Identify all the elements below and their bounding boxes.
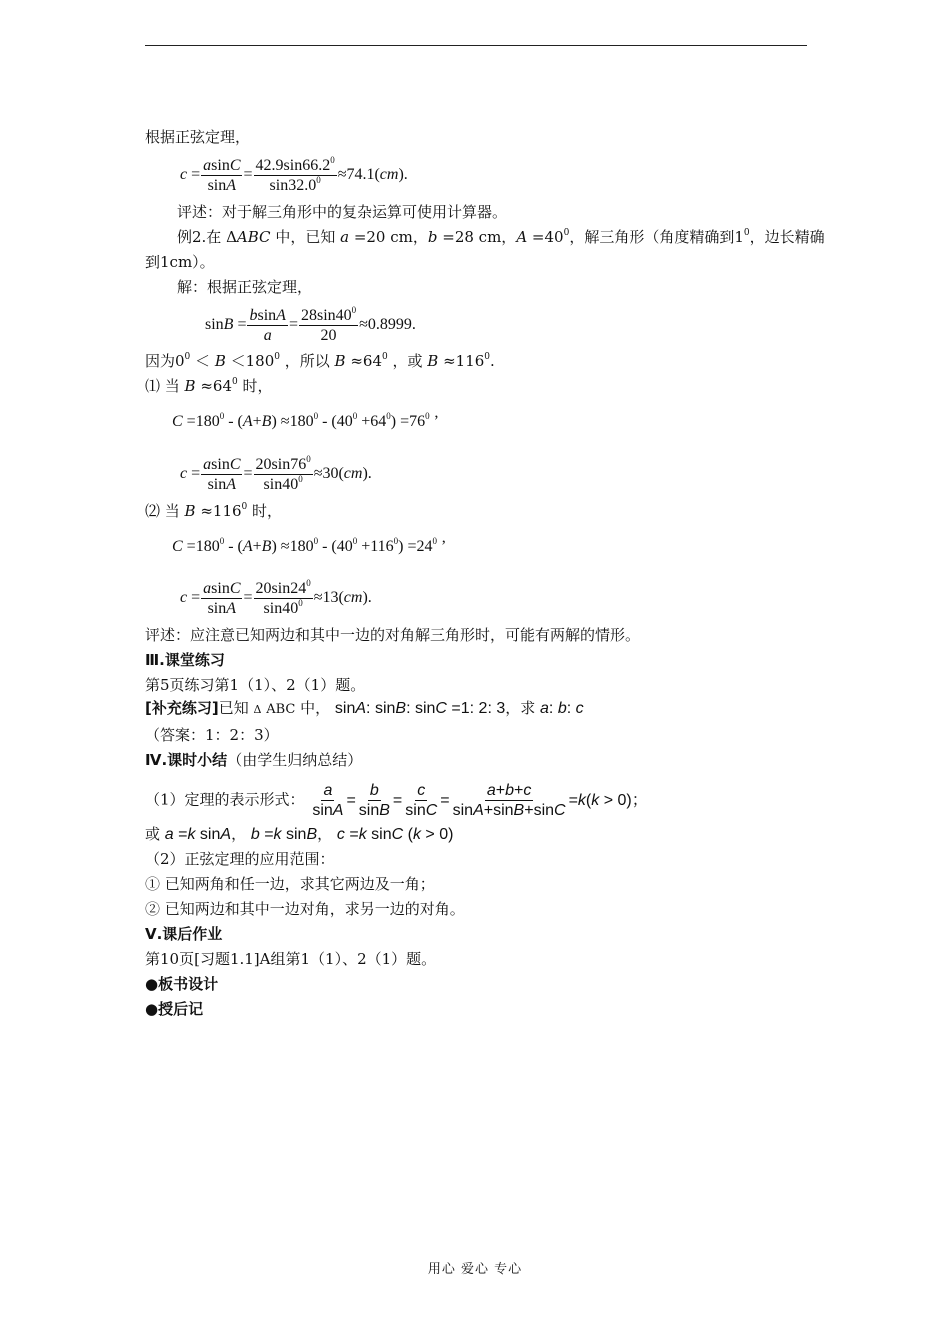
because-statement: 因为$0^0 < B <180^0$ ，所以 $B \approx 64^0$ ，或 $B \approx 116^0$. <box>145 352 495 370</box>
case-2: ⑵ 当 $B \approx 116^0$ 时， <box>145 502 283 520</box>
equation-4: c = $\frac{asinC}{\sin A}$ = $\frac{20\sin 76^0}{\sin 40^0}$ ≈30(cm). <box>180 454 372 493</box>
summary-1-alternative: 或 a =k sinA， b =k sinB， c =k sinC (k > 0) <box>145 825 454 843</box>
summary-2: （2）正弦定理的应用范围： <box>145 850 335 868</box>
summary-1 <box>145 781 648 820</box>
equation-1: c = $\frac{asinC}{\sin A}$ = $\frac{42.9\sin 66.2^0}{\sin 32.0^0}$ ≈74.1(cm). <box>180 155 408 194</box>
section-5-heading: Ⅴ.课后作业 <box>145 925 223 943</box>
equation-3: $C =180^0 - (A+B) \approx 180^0 - (40^0 +64^0) =76^0$ ’ <box>172 411 439 430</box>
example-2-line-1: 例2.在 ΔABC 中，已知 a =20 cm，b =28 cm，$A =40^0$，解三角形（角度精确到$1^0$，边长精确 <box>177 228 825 246</box>
after-class-notes-heading: ●授后记 <box>145 1000 204 1018</box>
section-3-heading: Ⅲ.课堂练习 <box>145 651 225 669</box>
example-2-line-2: 到1cm）。 <box>145 253 215 271</box>
paragraph-sine-law: 根据正弦定理， <box>145 128 251 146</box>
practice-text: 第5页练习第1（1）、2（1）题。 <box>145 676 366 694</box>
comment-2: 评述：应注意已知两边和其中一边的对角解三角形时，可能有两解的情形。 <box>145 626 641 644</box>
section-4-heading <box>145 751 362 769</box>
summary-1-equation: $\frac{a}{\sin A}$ = $\frac{b}{\sin B}$ = $\frac{c}{\sin C}$ = $\frac{a+b+c}{\sin A+\sin B+\sin C}$ =k(k > 0)； <box>312 782 648 819</box>
summary-item-1: ① 已知两角和任一边，求其它两边及一角； <box>145 875 435 893</box>
homework-text: 第10页[习题1.1]A组第1（1）、2（1）题。 <box>145 950 437 968</box>
summary-1-label: （1）定理的表示形式： <box>145 790 305 809</box>
page-footer: 用心 爱心 专心 <box>427 1262 523 1277</box>
equation-5: $C =180^0 - (A+B) \approx 180^0 - (40^0 +116^0) =24^0$ ’ <box>172 536 447 555</box>
header-rule <box>145 45 807 46</box>
equation-6: c = $\frac{asinC}{\sin A}$ = $\frac{20\sin 24^0}{\sin 40^0}$ ≈13(cm). <box>180 578 372 617</box>
section-4-note: （由学生归纳总结） <box>227 751 363 769</box>
answer-text: （答案：1：2：3） <box>145 726 279 744</box>
supplementary-label: [补充练习] <box>145 699 219 717</box>
equation-2: sinB = $\frac{bsinA}{a}$ = $\frac{28\sin 40^0}{20}$ ≈0.8999. <box>205 305 416 344</box>
comment-1: 评述：对于解三角形中的复杂运算可使用计算器。 <box>177 203 508 221</box>
board-design-heading: ●板书设计 <box>145 975 219 993</box>
case-1: ⑴ 当 $B \approx 64^0$ 时， <box>145 377 273 395</box>
supplementary-exercise: [补充练习]已知 Δ ABC 中， sinA: sinB: sinC =1: 2: 3，求 a: b: c <box>145 699 584 717</box>
solution-intro: 解：根据正弦定理， <box>177 278 313 296</box>
summary-item-2: ② 已知两边和其中一边对角，求另一边的对角。 <box>145 900 465 918</box>
section-4-title: Ⅳ.课时小结 <box>145 751 228 769</box>
